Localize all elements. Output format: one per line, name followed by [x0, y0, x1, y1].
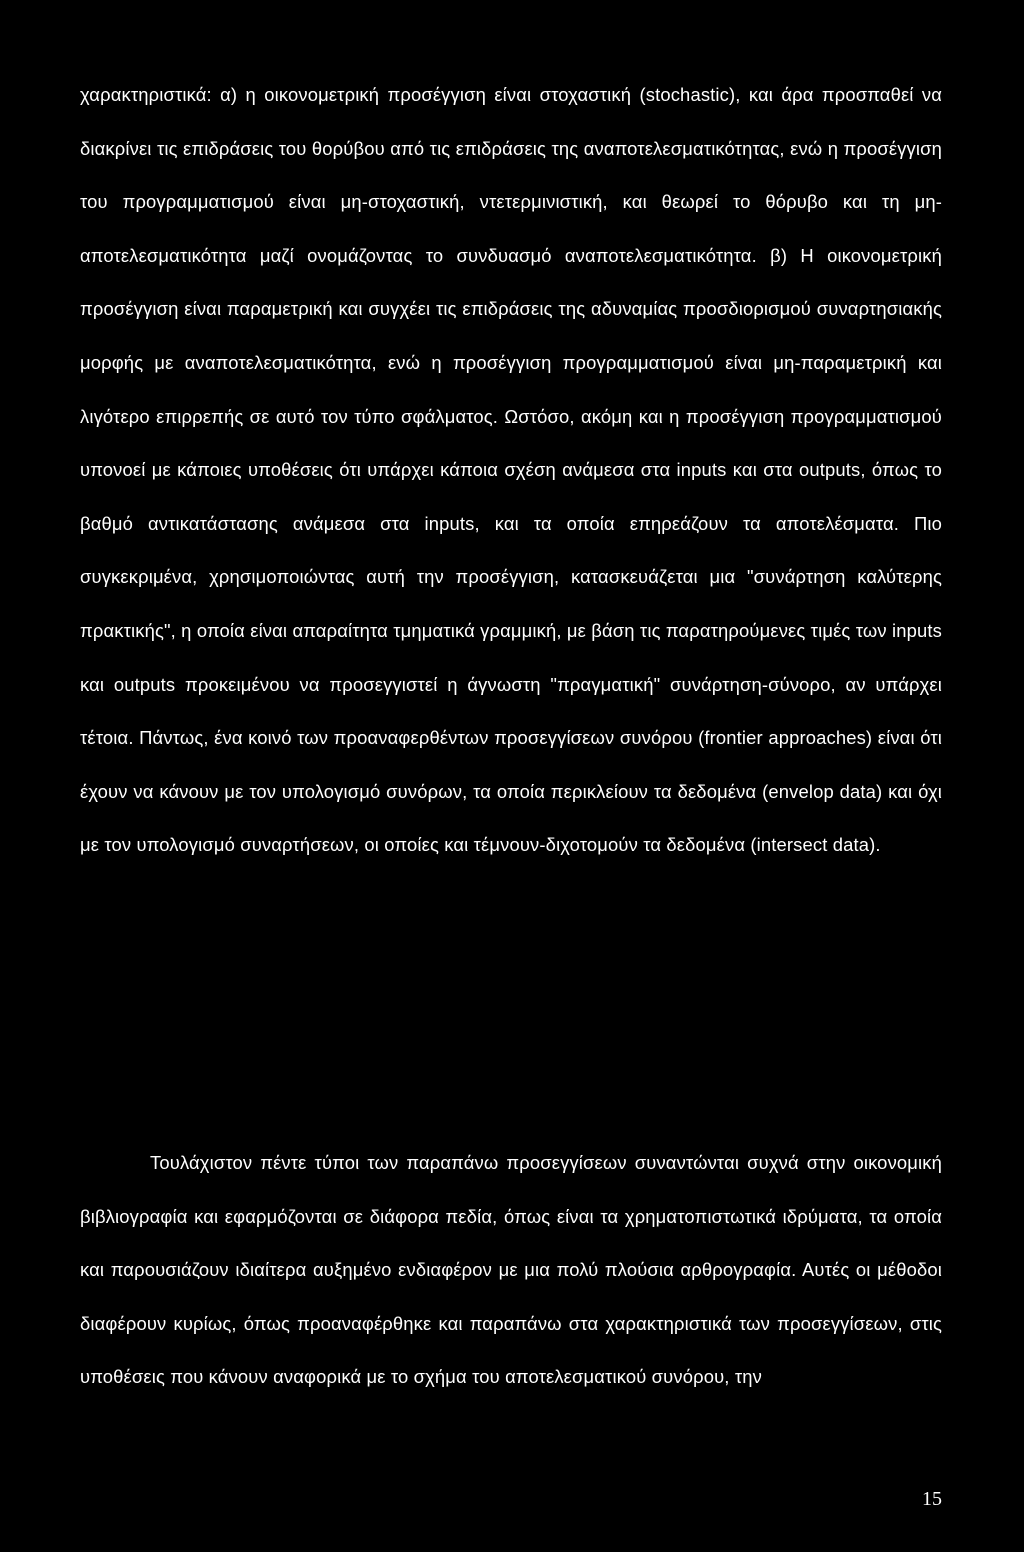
- body-paragraph-2: Τουλάχιστον πέντε τύποι των παραπάνω προσεγγίσεων συναντώνται συχνά στην οικονομική βιβλιογραφία και εφαρμόζονται σε διάφορα πεδία, όπως είναι τα χρηματοπιστωτικά ιδρύματα, τα οποία και παρουσιάζουν ιδιαίτερα αυξημένο ενδιαφέρον με μια πολύ πλούσια αρθρογραφία. Αυτές οι μέθοδοι διαφέρουν κυρίως, όπως προαναφέρθηκε και παραπάνω στα χαρακτηριστικά των προσεγγίσεων, στις υποθέσεις που κάνουν αναφορικά με το σχήμα του αποτελεσματικού συνόρου, την: [80, 1152, 942, 1388]
- body-paragraph-1: χαρακτηριστικά: α) η οικονομετρική προσέγγιση είναι στοχαστική (stochastic), και άρα προσπαθεί να διακρίνει τις επιδράσεις του θορύβου από τις επιδράσεις της αναποτελεσματικότητας, ενώ η προσέγγιση του προγραμματισμού είναι μη-στοχαστική, ντετερμινιστική, και θεωρεί το θόρυβο και τη μη-αποτελεσματικότητα μαζί ονομάζοντας το συνδυασμό αναποτελεσματικότητα. β) Η οικονομετρική προσέγγιση είναι παραμετρική και συγχέει τις επιδράσεις της αδυναμίας προσδιορισμού συναρτησιακής μορφής με αναποτελεσματικότητα, ενώ η προσέγγιση προγραμματισμού είναι μη-παραμετρική και λιγότερο επιρρεπής σε αυτό τον τύπο σφάλματος. Ωστόσο, ακόμη και η προσέγγιση προγραμματισμού υπονοεί με κάποιες υποθέσεις ότι υπάρχει κάποια σχέση ανάμεσα στα inputs και στα outputs, όπως το βαθμό αντικατάστασης ανάμεσα στα inputs, και τα οποία επηρεάζουν τα αποτελέσματα. Πιο συγκεκριμένα, χρησιμοποιώντας αυτή την προσέγγιση, κατασκευάζεται μια "συνάρτηση καλύτερης πρακτικής", η οποία είναι απαραίτητα τμηματικά γραμμική, με βάση τις παρατηρούμενες τιμές των inputs και outputs προκειμένου να προσεγγιστεί η άγνωστη "πραγματική" συνάρτηση-σύνορο, αν υπάρχει τέτοια. Πάντως, ένα κοινό των προαναφερθέντων προσεγγίσεων συνόρου (frontier approaches) είναι ότι έχουν να κάνουν με τον υπολογισμό συνόρων, τα οποία περικλείουν τα δεδομένα (envelop data) και όχι με τον υπολογισμό συναρτήσεων, οι οποίες και τέμνουν-διχοτομούν τα δεδομένα (intersect data).: [80, 84, 942, 856]
- page-number: 15: [922, 1488, 942, 1510]
- document-page: [80, 0, 942, 1552]
